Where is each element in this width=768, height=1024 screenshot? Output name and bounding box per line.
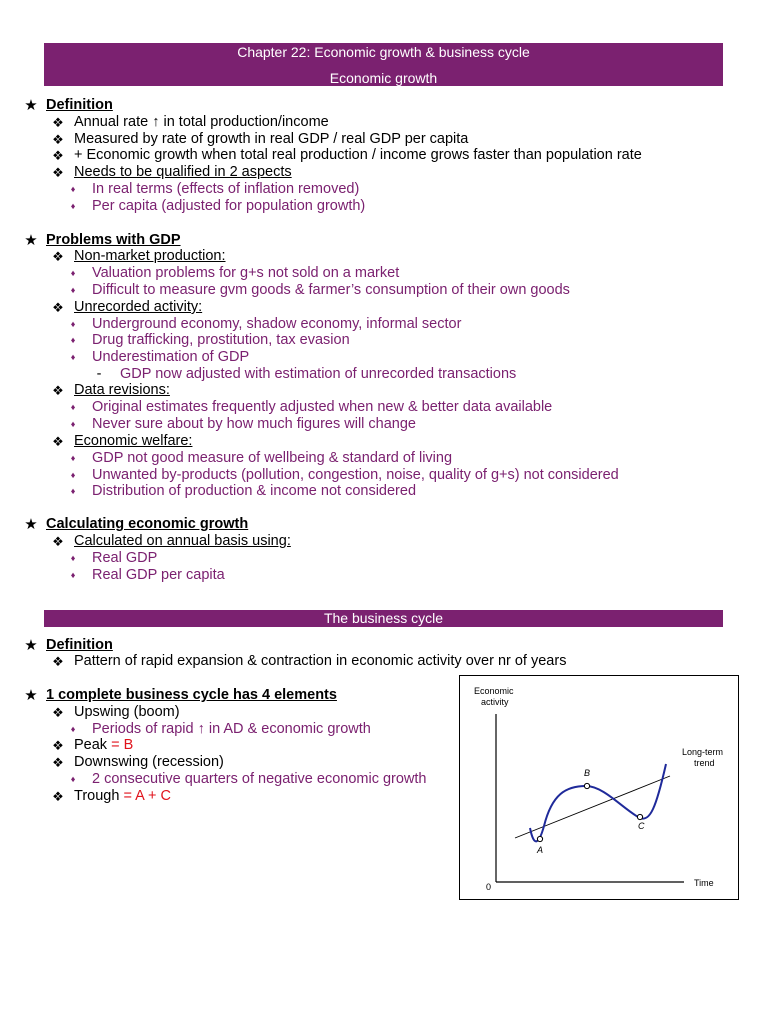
star-bullet-icon: ★	[24, 232, 38, 249]
chapter-header	[44, 43, 723, 86]
four-diamond-bullet-icon: ❖	[52, 534, 64, 549]
heading-definition: Definition	[46, 97, 113, 113]
four-diamond-bullet-icon: ❖	[52, 789, 64, 804]
point-c-label: C	[638, 821, 645, 831]
star-bullet-icon: ★	[24, 516, 38, 533]
four-diamond-bullet-icon: ❖	[52, 654, 64, 669]
dash-bullet: -	[96, 366, 102, 382]
diamond-bullet-icon: ♦	[70, 553, 76, 563]
y-axis-label-line1: Economic	[474, 686, 514, 696]
diamond-bullet-icon: ♦	[70, 402, 76, 412]
diamond-bullet-icon: ♦	[70, 419, 76, 429]
diamond-bullet-icon: ♦	[70, 774, 76, 784]
four-diamond-bullet-icon: ❖	[52, 755, 64, 770]
trough-c-point	[637, 814, 642, 819]
trough-a-point	[537, 836, 542, 841]
trend-label-line2: trend	[694, 758, 715, 768]
diamond-bullet-icon: ♦	[70, 268, 76, 278]
section-title-economic-growth: Economic growth	[329, 70, 438, 86]
heading-cycle-elements: 1 complete business cycle has 4 elements	[46, 687, 337, 703]
diamond-bullet-icon: ♦	[70, 335, 76, 345]
four-diamond-bullet-icon: ❖	[52, 249, 64, 264]
four-diamond-bullet-icon: ❖	[52, 383, 64, 398]
heading-cycle-definition: Definition	[46, 637, 113, 653]
diamond-bullet-icon: ♦	[70, 570, 76, 580]
trend-label-line1: Long-term	[682, 747, 724, 757]
x-axis-label: Time	[694, 878, 714, 888]
y-axis-label-line2: activity	[481, 697, 509, 707]
diamond-bullet-icon: ♦	[70, 352, 76, 362]
diamond-bullet-icon: ♦	[70, 319, 76, 329]
four-diamond-bullet-icon: ❖	[52, 434, 64, 449]
diamond-bullet-icon: ♦	[70, 285, 76, 295]
long-term-trend-line	[515, 776, 670, 838]
point-a-label: A	[537, 845, 544, 855]
diamond-bullet-icon: ♦	[70, 453, 76, 463]
four-diamond-bullet-icon: ❖	[52, 132, 64, 147]
four-diamond-bullet-icon: ❖	[52, 300, 64, 315]
business-cycle-diagram	[460, 676, 740, 901]
star-bullet-icon: ★	[24, 687, 38, 704]
chapter-title: Chapter 22: Economic growth & business cycle	[237, 44, 530, 60]
star-bullet-icon: ★	[24, 637, 38, 654]
peak-b-point	[584, 783, 589, 788]
section-title-business-cycle: The business cycle	[44, 610, 723, 627]
business-cycle-figure	[459, 675, 739, 900]
four-diamond-bullet-icon: ❖	[52, 165, 64, 180]
economic-activity-curve	[530, 764, 666, 841]
four-diamond-bullet-icon: ❖	[52, 148, 64, 163]
diamond-bullet-icon: ♦	[70, 724, 76, 734]
four-diamond-bullet-icon: ❖	[52, 705, 64, 720]
point-b-label: B	[584, 768, 591, 778]
diamond-bullet-icon: ♦	[70, 184, 76, 194]
diamond-bullet-icon: ♦	[70, 470, 76, 480]
diamond-bullet-icon: ♦	[70, 486, 76, 496]
four-diamond-bullet-icon: ❖	[52, 738, 64, 753]
heading-problems-with-gdp: Problems with GDP	[46, 232, 181, 248]
origin-label: 0	[486, 882, 492, 892]
heading-calculating-growth: Calculating economic growth	[46, 516, 249, 532]
four-diamond-bullet-icon: ❖	[52, 115, 64, 130]
diamond-bullet-icon: ♦	[70, 201, 76, 211]
star-bullet-icon: ★	[24, 97, 38, 114]
